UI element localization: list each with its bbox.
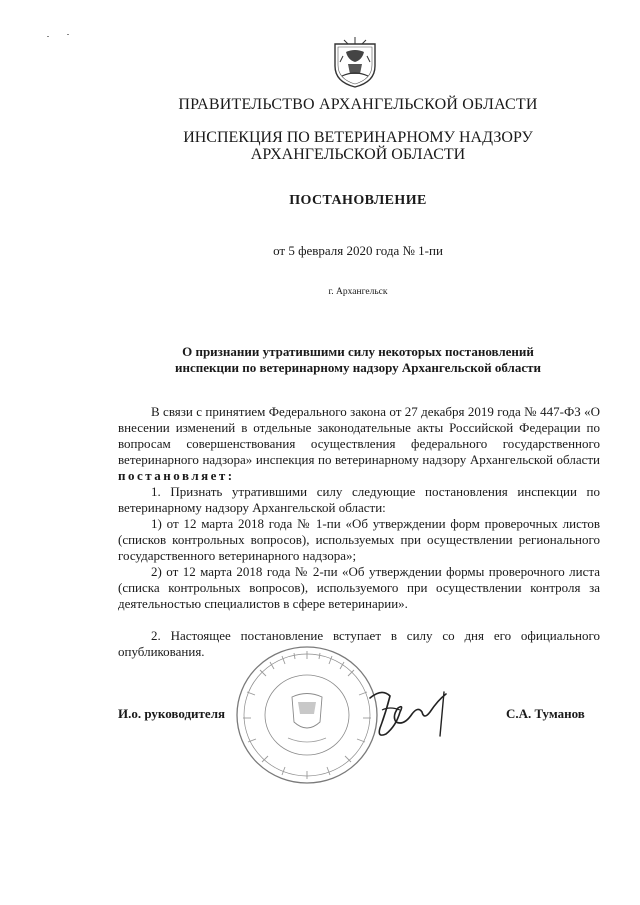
clause-1-paragraph: 1. Признать утратившими силу следующие постановления инспекции по ветеринарному надзору Архангельской области: <box>118 484 600 515</box>
preamble-text: В связи с принятием Федерального закона от 27 декабря 2019 года № 447-ФЗ «О внесении изменений в отдельные законодательные акты Российской Федерации по вопросам совершенствования осуществления федерального государственного ветеринарного надзора» инспекция по ветеринарному надзору Архангельской области <box>118 404 600 467</box>
document-subject-line1: О признании утратившими силу некоторых постановлений <box>182 344 534 359</box>
clause-1-item-1: 1) от 12 марта 2018 года № 1-пи «Об утверждении форм проверочных листов (списков контрольных вопросов), используемых при осуществлении регионального государственного ветеринарного надзора»; <box>118 516 600 563</box>
document-date-number: от 5 февраля 2020 года № 1-пи <box>273 243 443 258</box>
signatory-name: С.А. Туманов <box>506 706 585 721</box>
document-city: г. Архангельск <box>328 287 388 297</box>
scan-speck <box>47 36 49 37</box>
government-name: ПРАВИТЕЛЬСТВО АРХАНГЕЛЬСКОЙ ОБЛАСТИ <box>178 96 538 113</box>
inspection-name-line1: ИНСПЕКЦИЯ ПО ВЕТЕРИНАРНОМУ НАДЗОРУ <box>183 129 533 146</box>
coat-of-arms-icon <box>332 36 378 88</box>
handwritten-signature-icon <box>360 682 462 744</box>
signatory-title: И.о. руководителя <box>118 706 226 721</box>
clause-1-item-2: 2) от 12 марта 2018 года № 2-пи «Об утверждении формы проверочного листа (списка контрольных вопросов), используемого при осуществлении контроля за деятельностью специалистов в сфере ветеринарии». <box>118 564 600 611</box>
document-subject-line2: инспекции по ветеринарному надзору Архангельской области <box>175 360 541 375</box>
inspection-name-line2: АРХАНГЕЛЬСКОЙ ОБЛАСТИ <box>250 146 466 163</box>
clause-2-paragraph: 2. Настоящее постановление вступает в силу со дня его официального опубликования. <box>118 628 600 659</box>
resolves-word: постановляет: <box>118 468 235 483</box>
document-type: ПОСТАНОВЛЕНИЕ <box>289 193 427 208</box>
scan-speck <box>67 34 69 35</box>
preamble-paragraph <box>118 404 600 484</box>
